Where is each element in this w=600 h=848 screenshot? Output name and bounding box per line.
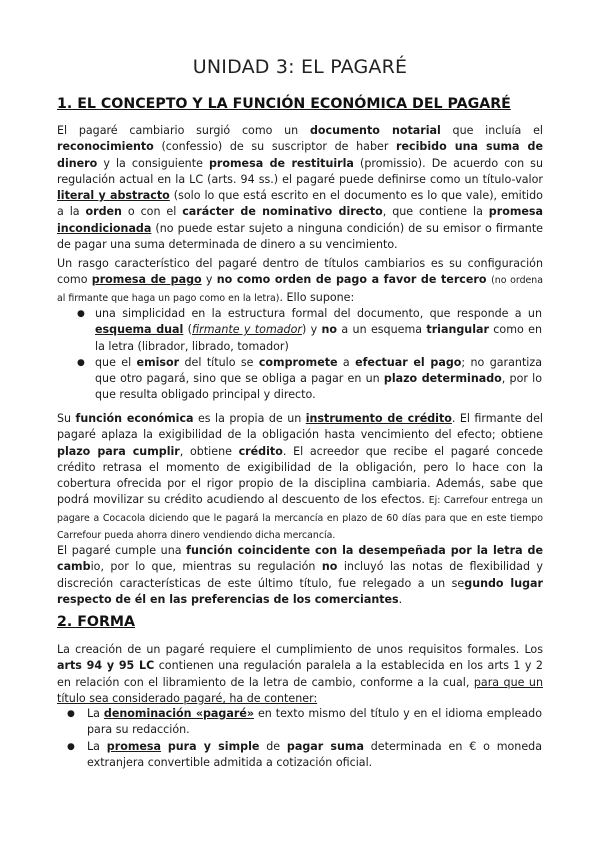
bullet-icon: ●: [67, 709, 75, 719]
paragraph-funcion-coincidente: El pagaré cumple una función coincidente con la desempeñada por la letra de cambio, por lo que, mientras su regulación no incluyó las notas de flexibilidad y discreción características de este último título, fue relegado a un segundo lugar respecto de él en las preferencias de los comerciantes.: [57, 544, 543, 606]
paragraph-rasgo: Un rasgo característico del pagaré dentro de títulos cambiarios es su configuración como promesa de pago y no como orden de pago a favor de tercero (no ordena al firmante que haga un pago como en la letra). Ello supone:: [57, 257, 543, 304]
bullet-icon: ●: [77, 357, 85, 368]
bullet-icon: ●: [67, 741, 75, 752]
list-requisitos: [67, 706, 542, 771]
bullet-icon: ●: [77, 309, 85, 319]
section-heading-concepto: 1. EL CONCEPTO Y LA FUNCIÓN ECONÓMICA DEL PAGARÉ: [57, 96, 511, 112]
list-item: ● que el emisor del título se compromete a efectuar el pago; no garantiza que otro pagará, sino que se obliga a pagar en un plazo determinado, por lo que resulta obligado principal y directo.: [77, 355, 542, 402]
list-item: ● La denominación «pagaré» en texto mismo del título y en el idioma empleado para su redacción.: [67, 707, 542, 737]
list-item: ● una simplicidad en la estructura formal del documento, que responde a un esquema dual (firmante y tomador) y no a un esquema triangular como en la letra (librador, librado, tomador): [77, 307, 542, 353]
list-item: ● La promesa pura y simple de pagar suma determinada en € o moneda extranjera convertible admitida a cotización oficial.: [67, 739, 542, 769]
paragraph-definicion: El pagaré cambiario surgió como un documento notarial que incluía el reconocimiento (confessio) de su suscriptor de haber recibido una suma de dinero y la consiguiente promesa de restituirla (promissio). De acuerdo con su regulación actual en la LC (arts. 94 ss.) el pagaré puede definirse como un título-valor literal y abstracto (solo lo que está escrito en el documento es lo que vale), emitido a la orden o con el carácter de nominativo directo, que contiene la promesa incondicionada (no puede estar sujeto a ninguna condición) de su emisor o firmante de pagar una suma determinada de dinero a su vencimiento.: [57, 124, 544, 252]
paragraph-forma: La creación de un pagaré requiere el cumplimiento de unos requisitos formales. Los arts 94 y 95 LC contienen una regulación paralela a la establecida en los arts 1 y 2 en relación con el libramiento de la letra de cambio, conforme a la cual, para que un título sea considerado pagaré, ha de contener:: [57, 643, 543, 705]
page-title: UNIDAD 3: EL PAGARÉ: [192, 56, 408, 78]
list-rasgos: [77, 306, 542, 404]
paragraph-funcion-economica: Su función económica es la propia de un instrumento de crédito. El firmante del pagaré aplaza la exigibilidad de la obligación hasta vencimiento del efecto; obtiene plazo para cumplir, obtiene crédito. El acreedor que recibe el pagaré concede crédito retrasa el momento de exigibilidad de la obligación, pero lo hace con la cobertura ofrecida por el rigor propio de la disciplina cambiaria. Además, sabe que podrá movilizar su crédito acudiendo al descuento de los efectos. Ej: Carrefour entrega un pagare a Cocacola diciendo que le pagará la mercancía en plazo de 60 días para que en este tiempo Carrefour pueda ahorra dinero vendiendo dicha mercancía.: [57, 412, 544, 542]
section-heading-forma: 2. FORMA: [57, 614, 135, 630]
